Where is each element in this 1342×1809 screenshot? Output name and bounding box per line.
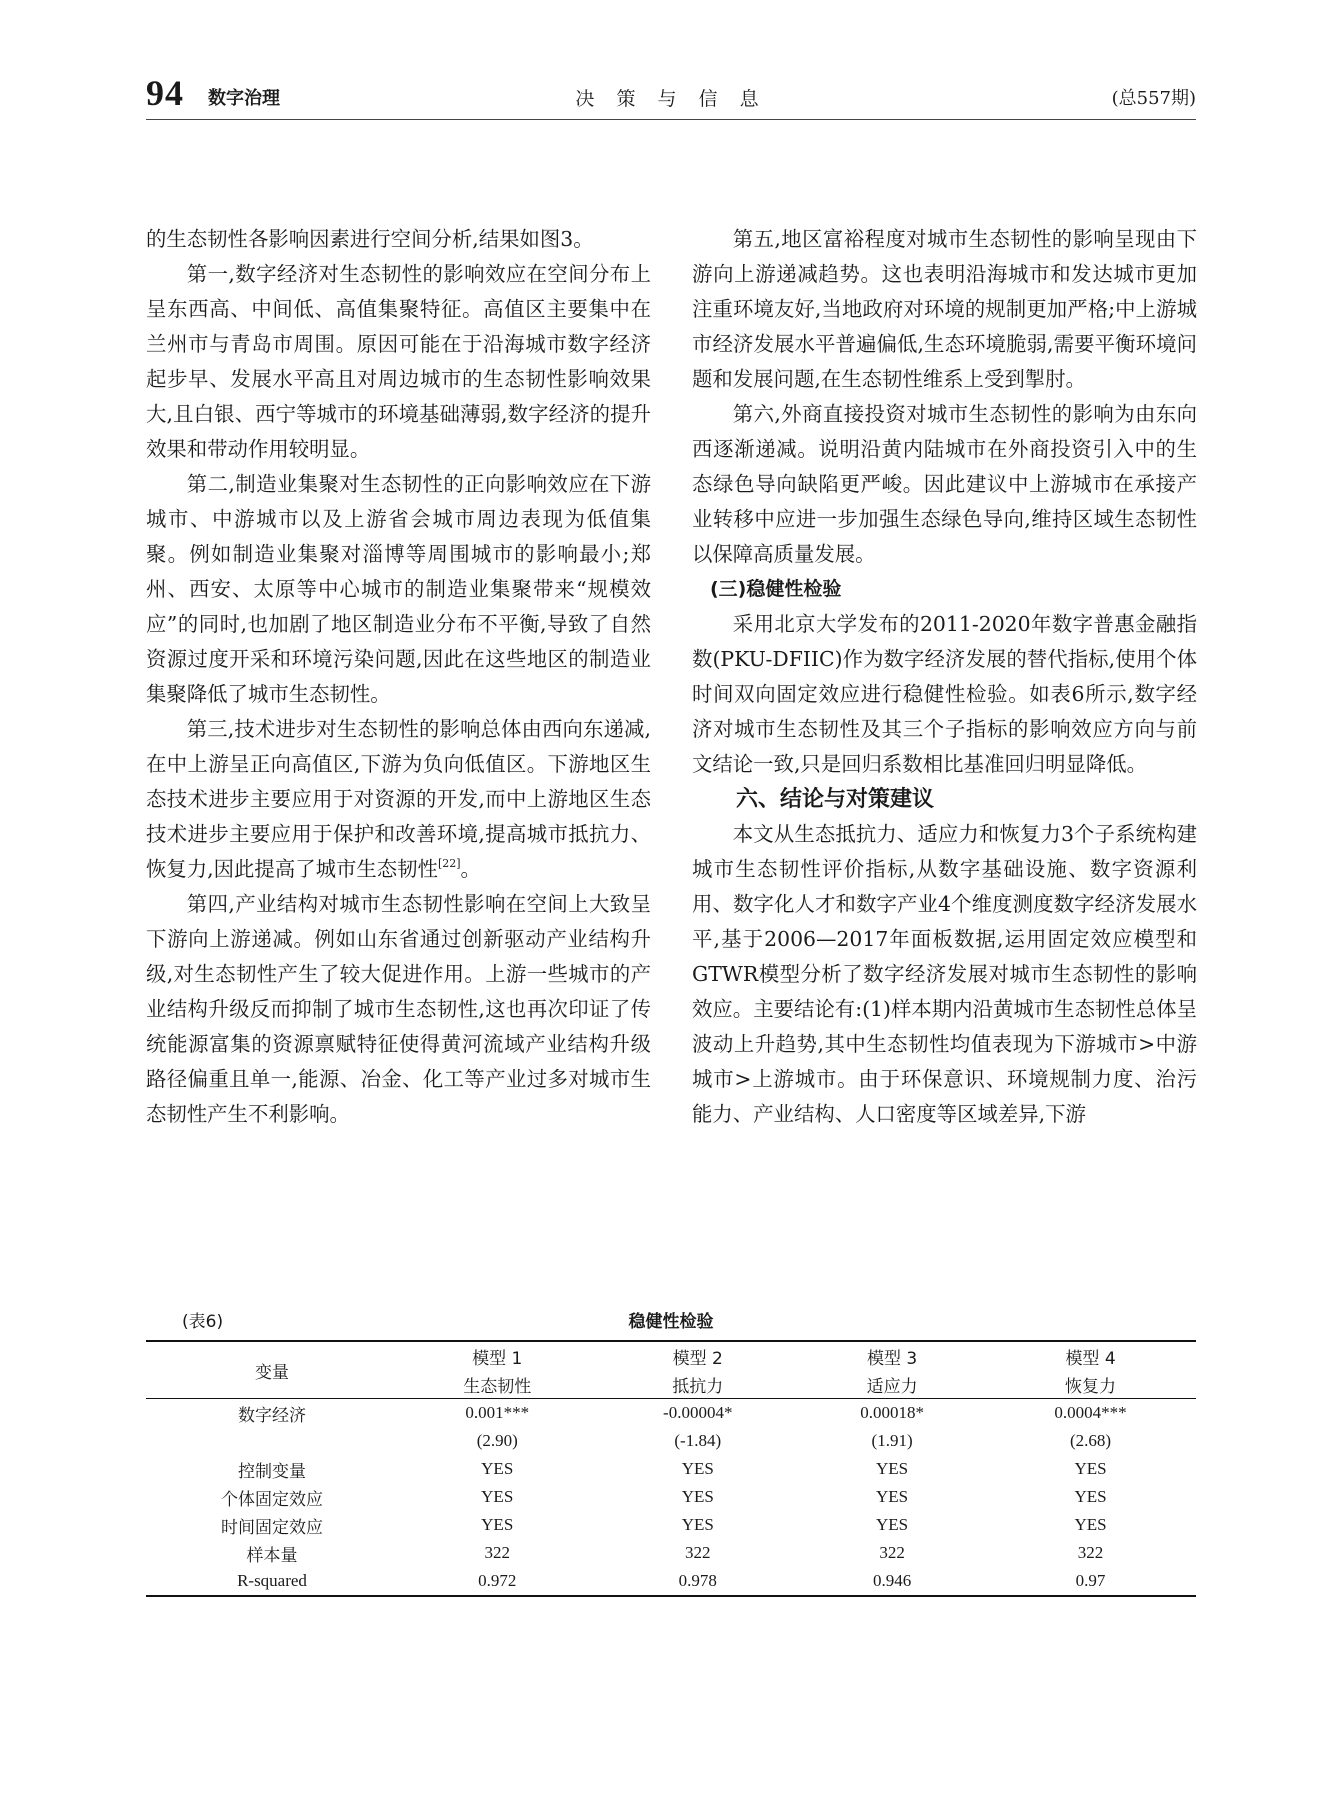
table-row [146,1455,1196,1483]
row-label: 样本量 [246,1545,298,1566]
paragraph: 第五,地区富裕程度对城市生态韧性的影响呈现由下游向上游递减趋势。这也表明沿海城市和发达城市更加注重环境友好,当地政府对环境的规制更加严格;中上游城市经济发展水平普遍偏低,生态环境脆弱,需要平衡环境问题和发展问题,在生态韧性维系上受到掣肘。 [692,227,1197,391]
section-name: 数字治理 [208,88,280,109]
table-cell: (2.68) [1070,1431,1112,1450]
header-dependent: 恢复力 [985,1370,1196,1399]
paragraph-tail: 。 [460,857,481,881]
header-dependent: 生态韧性 [398,1370,596,1399]
header-model: 模型 4 [985,1341,1196,1370]
paragraph: 第六,外商直接投资对城市生态韧性的影响为由东向西逐渐递减。说明沿黄内陆城市在外商投资引入中的生态绿色导向缺陷更严峻。因此建议中上游城市在承接产业转移中应进一步加强生态绿色导向,维持区域生态韧性以保障高质量发展。 [692,402,1197,566]
table-row [146,1427,1196,1455]
subsection-heading: (三)稳健性检验 [710,578,842,600]
row-label: 控制变量 [238,1461,306,1482]
table-row [146,1539,1196,1567]
table-row [146,1399,1196,1428]
table-cell: (1.91) [871,1431,913,1450]
header-model: 模型 2 [596,1341,799,1370]
table-cell: -0.00004* [663,1403,733,1422]
table-title: 稳健性检验 [628,1312,714,1332]
table-cell: YES [1074,1459,1107,1478]
table-cell: 0.0004*** [1054,1403,1127,1422]
table-cell: YES [481,1515,514,1534]
header-divider [146,119,1196,120]
robustness-table [146,1340,1196,1597]
table-cell: 0.00018* [860,1403,924,1422]
table-cell: 322 [484,1543,510,1562]
header-dependent: 抵抗力 [596,1370,799,1399]
table-cell: YES [876,1459,909,1478]
table-cell: 322 [685,1543,711,1562]
row-label: 个体固定效应 [221,1489,323,1510]
table-row [146,1567,1196,1596]
table-cell: YES [681,1515,714,1534]
table-cell: YES [1074,1515,1107,1534]
paragraph: 第一,数字经济对生态韧性的影响效应在空间分布上呈东西高、中间低、高值集聚特征。高值区主要集中在兰州市与青岛市周围。原因可能在于沿海城市数字经济起步早、发展水平高且对周边城市的生态韧性影响效果大,且白银、西宁等城市的环境基础薄弱,数字经济的提升效果和带动作用较明显。 [146,262,651,461]
table-row [146,1483,1196,1511]
table-cell: YES [481,1459,514,1478]
paragraph: 采用北京大学发布的2011-2020年数字普惠金融指数(PKU-DFIIC)作为数字经济发展的替代指标,使用个体时间双向固定效应进行稳健性检验。如表6所示,数字经济对城市生态韧性及其三个子指标的影响效应方向与前文结论一致,只是回归系数相比基准回归明显降低。 [692,612,1197,776]
header-dependent: 适应力 [799,1370,985,1399]
table-cell: 322 [1077,1543,1104,1562]
row-label: 数字经济 [238,1405,306,1426]
page-number: 94 [146,73,184,113]
paragraph-text: 第三,技术进步对生态韧性的影响总体由西向东递减,在中上游呈正向高值区,下游为负向低值区。下游地区生态技术进步主要应用于对资源的开发,而中上游地区生态技术进步主要应用于保护和改善环境,提高城市抵抗力、恢复力,因此提高了城市生态韧性 [146,717,651,881]
table-row [146,1511,1196,1539]
table-cell: (-1.84) [674,1431,722,1450]
paragraph: 的生态韧性各影响因素进行空间分析,结果如图3。 [146,227,594,251]
citation-ref[interactable]: [22] [437,857,461,870]
paragraph [146,712,651,887]
right-column [692,222,1197,1132]
header-model: 模型 1 [398,1341,596,1370]
table-cell: 0.972 [398,1567,596,1596]
issue-number: (总557期) [1111,88,1196,109]
table-cell: YES [876,1515,909,1534]
table-cell: 322 [879,1543,905,1562]
table-cell: 0.946 [799,1567,985,1596]
header-model: 模型 3 [799,1341,985,1370]
row-label: R-squared [146,1567,398,1596]
table-cell: 0.978 [596,1567,799,1596]
table-cell: 0.97 [985,1567,1196,1596]
table-cell: YES [481,1487,514,1506]
table-cell: 0.001*** [465,1403,530,1422]
table-number: (表6) [182,1312,224,1332]
page-header [146,70,1196,120]
table-cell: YES [876,1487,909,1506]
row-label: 时间固定效应 [221,1517,323,1538]
header-variable: 变量 [146,1341,398,1399]
paragraph: 本文从生态抵抗力、适应力和恢复力3个子系统构建城市生态韧性评价指标,从数字基础设施、数字资源利用、数字化人才和数字产业4个维度测度数字经济发展水平,基于2006—2017年面板数据,运用固定效应模型和GTWR模型分析了数字经济发展对城市生态韧性的影响效应。主要结论有:(1)样本期内沿黄城市生态韧性总体呈波动上升趋势,其中生态韧性均值表现为下游城市>中游城市>上游城市。由于环保意识、环境规制力度、治污能力、产业结构、人口密度等区域差异,下游 [692,822,1197,1126]
table-caption [146,1307,1196,1337]
section-heading: 六、结论与对策建议 [736,787,935,812]
left-column [146,222,651,1132]
paragraph: 第二,制造业集聚对生态韧性的正向影响效应在下游城市、中游城市以及上游省会城市周边表现为低值集聚。例如制造业集聚对淄博等周围城市的影响最小;郑州、西安、太原等中心城市的制造业集聚带来“规模效应”的同时,也加剧了地区制造业分布不平衡,导致了自然资源过度开采和环境污染问题,因此在这些地区的制造业集聚降低了城市生态韧性。 [146,472,651,706]
table-cell: (2.90) [476,1431,518,1450]
table-cell: YES [1074,1487,1107,1506]
table-cell: YES [681,1459,714,1478]
paragraph: 第四,产业结构对城市生态韧性影响在空间上大致呈下游向上游递减。例如山东省通过创新驱动产业结构升级,对生态韧性产生了较大促进作用。上游一些城市的产业结构升级反而抑制了城市生态韧性,这也再次印证了传统能源富集的资源禀赋特征使得黄河流域产业结构升级路径偏重且单一,能源、冶金、化工等产业过多对城市生态韧性产生不利影响。 [146,892,651,1126]
table-cell: YES [681,1487,714,1506]
row-label [146,1427,398,1455]
journal-title: 决 策 与 信 息 [575,88,767,110]
